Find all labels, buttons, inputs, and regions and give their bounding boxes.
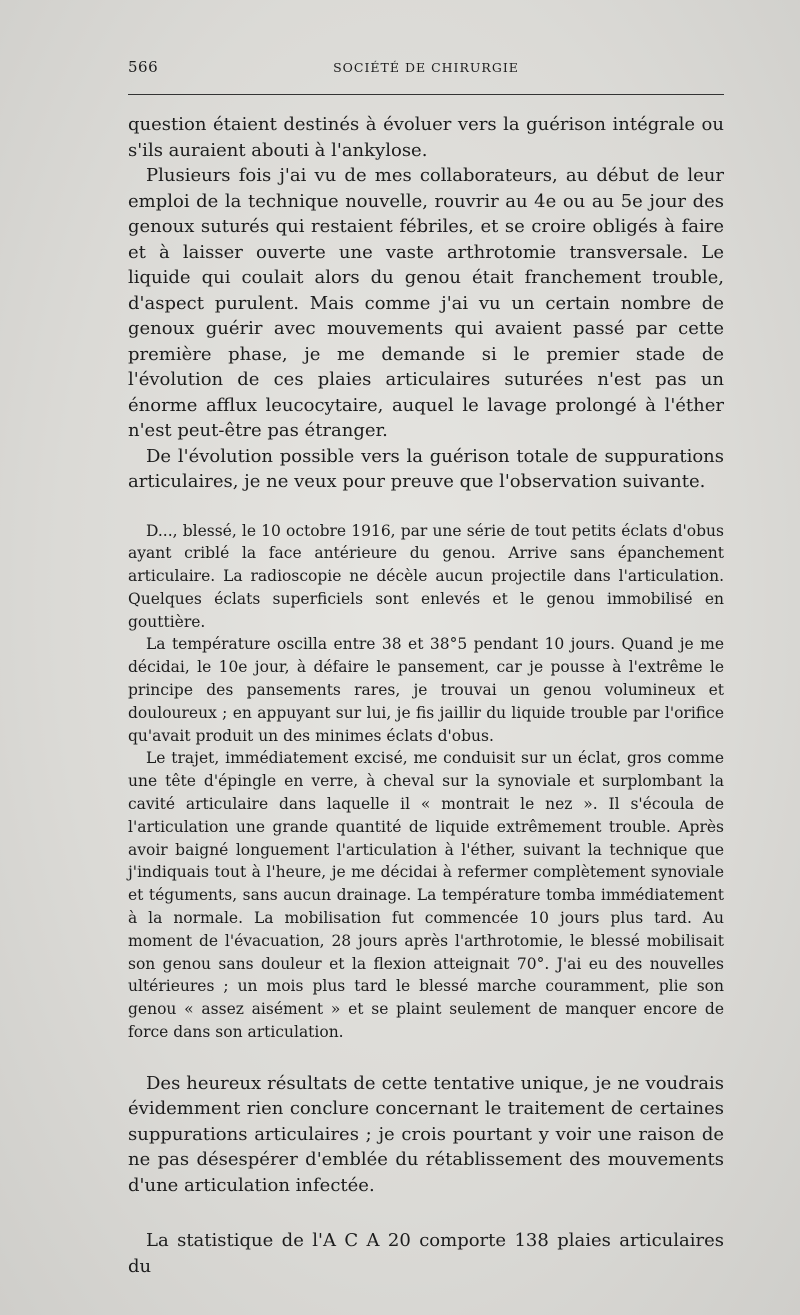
spacer — [128, 1044, 724, 1071]
observation-paragraph-3: Le trajet, immédiatement excisé, me conduisit sur un éclat, gros comme une tête d'épingle en verre, à cheval sur la synoviale et surplombant la cavité articulaire dans laquelle il « montrait le nez ». Il s'écoula de l'articulation une grande quantité de liquide extrêmement trouble. Après avoir baigné longuement l'articulation à l'éther, suivant la technique que j'indiquais tout à l'heure, je me décidai à refermer complètement synoviale et téguments, sans aucun drainage. La température tomba immédiatement à la normale. La mobilisation fut commencée 10 jours plus tard. Au moment de l'évacuation, 28 jours après l'arthrotomie, le blessé mobilisait son genou sans douleur et la flexion atteignait 70°. J'ai eu des nouvelles ultérieures ; un mois plus tard le blessé marche couramment, plie son genou « assez aisément » et se plaint seulement de manquer encore de force dans son articulation. — [128, 749, 724, 1042]
paragraph-conclusion: Des heureux résultats de cette tentative unique, je ne voudrais évidemment rien conclure concernant le traitement de certaines suppurations articulaires ; je crois pourtant y voir une raison de ne pas désespérer d'emblée du rétablissement des mouvements d'une articulation infectée. — [128, 1072, 724, 1196]
page-body — [128, 112, 724, 1279]
spacer — [128, 495, 724, 520]
page-number: 566 — [128, 58, 159, 76]
paragraph-collaborators: Plusieurs fois j'ai vu de mes collaborateurs, au début de leur emploi de la technique nouvelle, rouvrir au 4e ou au 5e jour des genoux suturés qui restaient fébriles, et se croire obligés à faire et à laisser ouverte une vaste arthrotomie transversale. Le liquide qui coulait alors du genou était franchement trouble, d'aspect purulent. Mais comme j'ai vu un certain nombre de genoux guérir avec mouvements qui avaient passé par cette première phase, je me demande si le premier stade de l'évolution de ces plaies articulaires suturées n'est pas un énorme afflux leucocytaire, auquel le lavage prolongé à l'éther n'est peut-être pas étranger. — [128, 165, 724, 441]
running-title: SOCIÉTÉ DE CHIRURGIE — [333, 60, 519, 75]
paragraph-statistics: La statistique de l'A C A 20 comporte 138 plaies articulaires du — [128, 1230, 724, 1277]
page-header — [128, 50, 724, 80]
paragraph-evolution: De l'évolution possible vers la guérison totale de suppurations articulaires, je ne veux pour preuve que l'observation suivante. — [128, 445, 724, 492]
header-rule — [128, 94, 724, 95]
observation-paragraph-1: D..., blessé, le 10 octobre 1916, par une série de tout petits éclats d'obus ayant criblé la face antérieure du genou. Arrive sans épanchement articulaire. La radioscopie ne décèle aucun projectile dans l'articulation. Quelques éclats superficiels sont enlevés et le genou immobilisé en gouttière. — [128, 521, 724, 631]
spacer — [128, 1198, 724, 1228]
observation-paragraph-2: La température oscilla entre 38 et 38°5 pendant 10 jours. Quand je me décidai, le 10e jour, à défaire le pansement, car je pousse à l'extrême le principe des pansements rares, je trouvai un genou volumineux et douloureux ; en appuyant sur lui, je fis jaillir du liquide trouble par l'orifice qu'avait produit un des minimes éclats d'obus. — [128, 635, 724, 745]
paragraph-continued: question étaient destinés à évoluer vers la guérison intégrale ou s'ils auraient abouti à l'ankylose. — [128, 114, 724, 161]
